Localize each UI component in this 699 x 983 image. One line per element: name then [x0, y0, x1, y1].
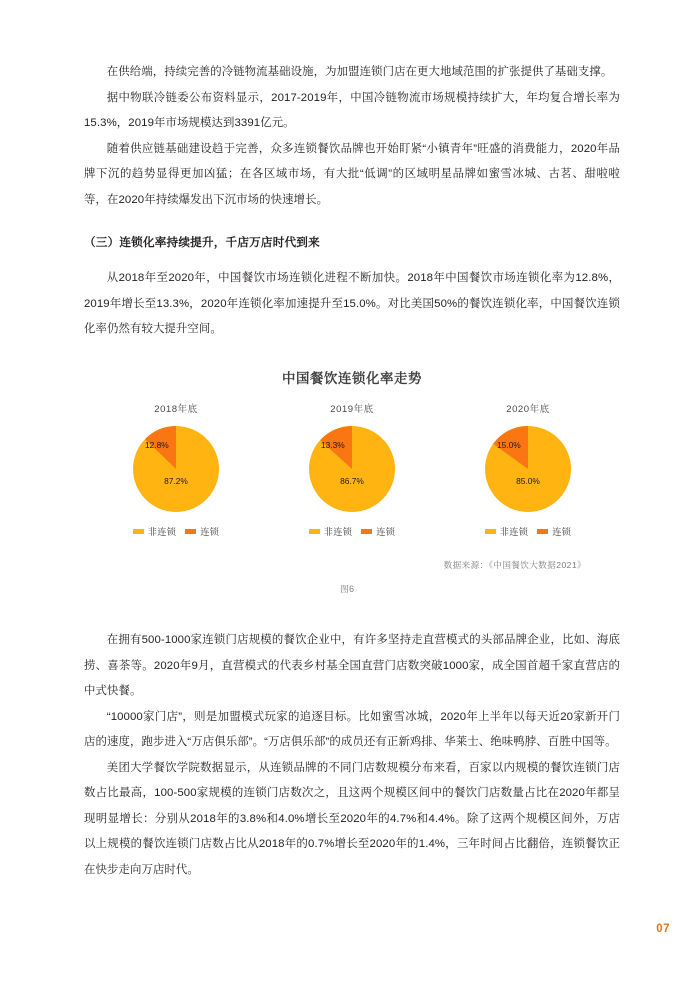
pie-slice-label-non-chain: 87.2%	[164, 476, 188, 486]
legend-label-chain: 连锁	[376, 527, 396, 537]
legend-swatch-chain	[361, 529, 372, 534]
legend-item-non-chain	[485, 524, 528, 538]
pie-svg	[485, 426, 571, 512]
legend-label-non-chain: 非连锁	[499, 527, 529, 537]
pie-chart	[485, 426, 571, 512]
pie-panel	[92, 401, 260, 538]
upper-text-block	[84, 60, 620, 343]
pie-panel	[268, 401, 436, 538]
spacer	[84, 255, 620, 266]
chart-source-note: 数据来源：《中国餐饮大数据2021》	[443, 560, 586, 570]
legend-item-chain	[185, 524, 219, 538]
pie-panel-caption: 2019年底	[330, 404, 374, 415]
pie-slice-label-chain: 13.3%	[321, 440, 345, 450]
legend-label-non-chain: 非连锁	[323, 527, 353, 537]
pie-slice-label-non-chain: 86.7%	[340, 476, 364, 486]
page-number: 07	[656, 923, 670, 935]
legend-swatch-non-chain	[133, 529, 144, 534]
legend-swatch-non-chain	[309, 529, 320, 534]
paragraph: 随着供应链基础建设趋于完善，众多连锁餐饮品牌也开始盯紧“小镇青年”旺盛的消费能力，2020年品牌下沉的趋势显得更加凶猛；在各区域市场，有大批“低调”的区域明星品牌如蜜雪冰城、古茗、甜啦啦等，在2020年持续爆发出下沉市场的快速增长。	[84, 142, 620, 206]
legend-label-chain: 连锁	[200, 527, 220, 537]
chart-legend	[485, 524, 571, 538]
chart-legend	[133, 524, 219, 538]
figure-caption: 图6	[340, 584, 355, 594]
legend-label-non-chain: 非连锁	[147, 527, 177, 537]
chart-title: 中国餐饮连锁化率走势	[282, 371, 422, 386]
pie-svg	[309, 426, 395, 512]
section-heading: （三）连锁化率持续提升，千店万店时代到来	[84, 236, 320, 249]
pie-chart	[133, 426, 219, 512]
pie-chart	[309, 426, 395, 512]
legend-swatch-non-chain	[485, 529, 496, 534]
pie-slice-label-non-chain: 85.0%	[516, 476, 540, 486]
pie-panels-row	[84, 401, 620, 538]
pie-slice-label-chain: 15.0%	[497, 440, 521, 450]
paragraph: 美团大学餐饮学院数据显示，从连锁品牌的不同门店数规模分布来看，百家以内规模的餐饮连锁门店数占比最高，100-500家规模的连锁门店数次之，且这两个规模区间中的餐饮门店数量占比在2020年都呈现明显增长：分别从2018年的3.8%和4.0%增长至2020年的4.7%和4.4%。除了这两个规模区间外，万店以上规模的餐饮连锁门店数占比从2018年的0.7%增长至2020年的1.4%，三年时间占比翻倍，连锁餐饮正在快步走向万店时代。	[84, 761, 620, 876]
legend-item-chain	[361, 524, 395, 538]
legend-item-non-chain	[133, 524, 176, 538]
legend-swatch-chain	[537, 529, 548, 534]
paragraph: 在供给端，持续完善的冷链物流基础设施，为加盟连锁门店在更大地域范围的扩张提供了基础支撑。	[106, 66, 613, 78]
pie-svg	[133, 426, 219, 512]
paragraph: “10000家门店”，则是加盟模式玩家的追逐目标。比如蜜雪冰城，2020年上半年以每天近20家新开门店的速度，跑步进入“万店俱乐部”。“万店俱乐部”的成员还有正新鸡排、华莱士、绝味鸭脖、百胜中国等。	[84, 710, 620, 748]
paragraph: 从2018年至2020年，中国餐饮市场连锁化进程不断加快。2018年中国餐饮市场连锁化率为12.8%，2019年增长至13.3%，2020年连锁化率加速提升至15.0%。对比美国50%的餐饮连锁化率，中国餐饮连锁化率仍然有较大提升空间。	[84, 272, 620, 335]
spacer	[84, 213, 620, 231]
legend-item-non-chain	[309, 524, 352, 538]
legend-swatch-chain	[185, 529, 196, 534]
pie-panel-caption: 2018年底	[154, 404, 198, 415]
paragraph: 据中物联冷链委公布资料显示，2017-2019年，中国冷链物流市场规模持续扩大，年均复合增长率为15.3%，2019年市场规模达到3391亿元。	[84, 91, 620, 129]
pie-panel	[444, 401, 612, 538]
legend-label-chain: 连锁	[552, 527, 572, 537]
legend-item-chain	[537, 524, 571, 538]
figure-chart	[84, 368, 620, 538]
pie-panel-caption: 2020年底	[506, 404, 550, 415]
pie-slice-label-chain: 12.8%	[145, 440, 169, 450]
lower-text-block	[84, 628, 620, 883]
chart-legend	[309, 524, 395, 538]
paragraph: 在拥有500-1000家连锁门店规模的餐饮企业中，有许多坚持走直营模式的头部品牌企业，比如、海底捞、喜茶等。2020年9月，直营模式的代表乡村基全国直营门店数突破1000家，成全国首超千家直营店的中式快餐。	[84, 634, 620, 697]
